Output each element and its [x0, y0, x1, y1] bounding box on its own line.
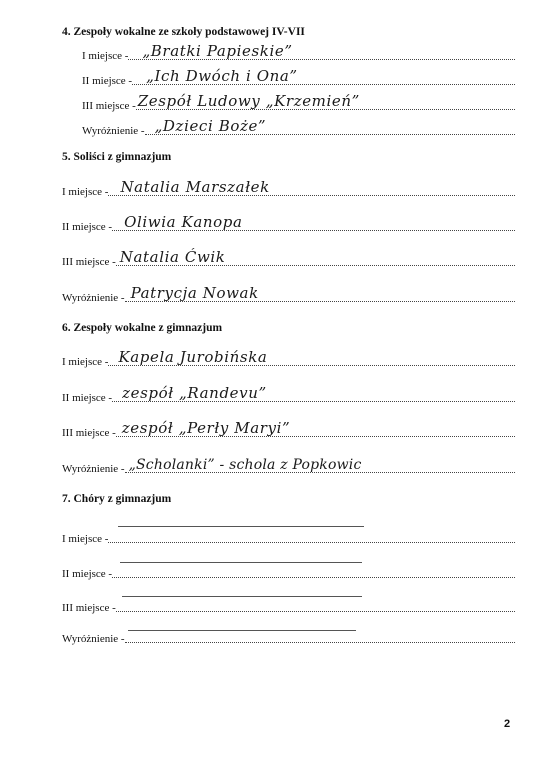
handwritten-entry: Zespół Ludowy „Krzemień” [137, 92, 360, 110]
handwritten-entry: Natalia Marszałek [120, 178, 270, 196]
section-5-heading: 5. Soliści z gimnazjum [62, 151, 172, 163]
handwritten-entry: „Bratki Papieskie” [142, 42, 293, 60]
dotted-line [125, 628, 515, 643]
section-7-row-1 [62, 526, 515, 546]
dotted-line [112, 563, 515, 578]
row-label: Wyróżnienie - [62, 292, 125, 304]
row-label: II miejsce - [62, 568, 113, 580]
row-label: I miejsce - [62, 533, 109, 545]
row-label: Wyróżnienie - [82, 125, 145, 137]
section-5-row-3 [62, 249, 515, 269]
section-4-row-3 [82, 93, 515, 113]
row-label: II miejsce - [62, 221, 113, 233]
handwritten-entry: zespół „Perły Maryi” [121, 419, 291, 437]
handwritten-entry: Oliwia Kanopa [124, 213, 243, 231]
section-7-row-4 [62, 626, 515, 646]
section-4-row-1 [82, 43, 515, 63]
handwritten-entry: „Scholanki” - schola z Popkowic [128, 457, 362, 473]
dotted-line [116, 248, 515, 266]
dotted-line [112, 384, 515, 402]
dotted-line [145, 117, 515, 135]
handwritten-entry: „Dzieci Boże” [154, 117, 267, 135]
row-label: III miejsce - [62, 427, 116, 439]
handwritten-entry: zespół „Randevu” [122, 384, 267, 402]
page-number: 2 [504, 718, 511, 730]
dotted-line [136, 92, 515, 110]
section-7-heading: 7. Chóry z gimnazjum [62, 493, 172, 505]
dotted-line [125, 284, 515, 302]
section-4-heading: 4. Zespoły wokalne ze szkoły podstawowej IV-VII [62, 26, 305, 38]
dotted-line [132, 67, 515, 85]
row-label: I miejsce - [62, 186, 109, 198]
handwritten-entry: „Ich Dwóch i Ona” [146, 67, 298, 85]
section-5-row-2 [62, 214, 515, 234]
dotted-line [108, 528, 515, 543]
row-label: II miejsce - [82, 75, 133, 87]
dotted-line [116, 597, 515, 612]
section-7-row-2 [62, 561, 515, 581]
section-4-row-2 [82, 68, 515, 88]
section-6-heading: 6. Zespoły wokalne z gimnazjum [62, 322, 223, 334]
section-6-row-3 [62, 420, 515, 440]
handwritten-entry: Patrycja Nowak [130, 284, 259, 302]
section-6-row-1 [62, 349, 515, 369]
section-4-row-4 [82, 118, 515, 138]
section-5-row-1 [62, 179, 515, 199]
handwritten-entry: Natalia Ćwik [119, 248, 226, 266]
dotted-line [112, 213, 515, 231]
dotted-line [108, 348, 515, 366]
row-label: I miejsce - [82, 50, 129, 62]
section-5-row-4 [62, 285, 515, 305]
section-7-row-3 [62, 595, 515, 615]
dotted-line [108, 178, 515, 196]
row-label: III miejsce - [62, 602, 116, 614]
dotted-line [128, 42, 515, 60]
handwritten-entry: Kapela Jurobińska [118, 348, 268, 366]
dotted-line [116, 419, 515, 437]
row-label: Wyróżnienie - [62, 463, 125, 475]
row-label: III miejsce - [62, 256, 116, 268]
dotted-line [125, 458, 515, 473]
section-6-row-4 [62, 456, 515, 476]
row-label: Wyróżnienie - [62, 633, 125, 645]
row-label: II miejsce - [62, 392, 113, 404]
row-label: I miejsce - [62, 356, 109, 368]
row-label: III miejsce - [82, 100, 136, 112]
section-6-row-2 [62, 385, 515, 405]
